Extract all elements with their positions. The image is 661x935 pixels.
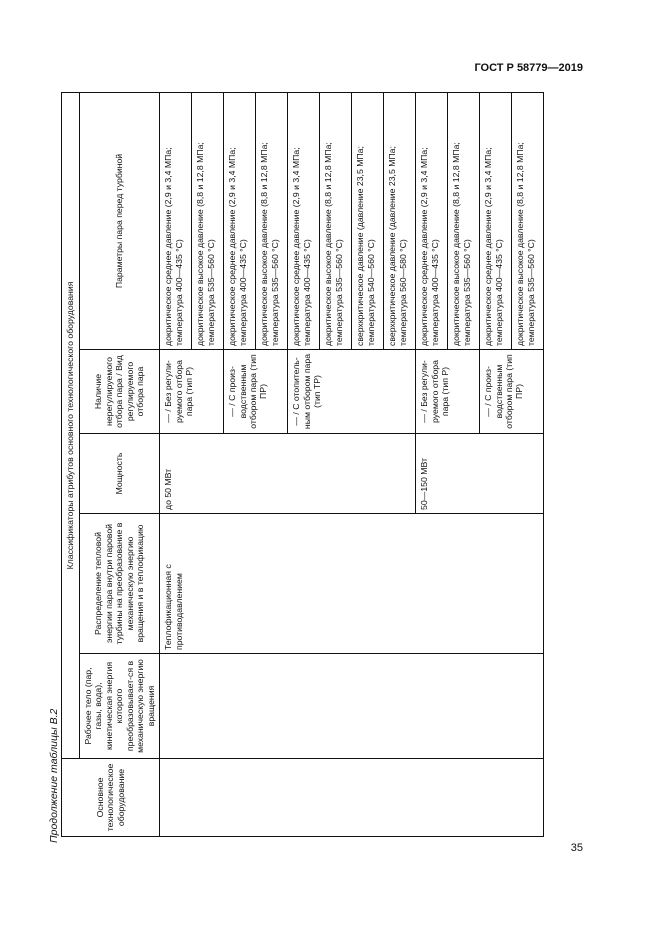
cell-steam-param: докритическое высокое давление (8,8 и 12,8 МПа; температура 535—560 °С) xyxy=(256,92,288,349)
cell-working-body xyxy=(160,654,544,759)
cell-steam-param: докритическое среднее давление (2,9 и 3,4 МПа; температура 400—435 °С) xyxy=(224,92,256,349)
col-header-main-equipment: Основное технологическое оборудование xyxy=(62,759,160,837)
cell-steam-param: докритическое среднее давление (2,9 и 3,4 МПа; температура 400—435 °С) xyxy=(288,92,320,349)
cell-power-up-to-50: до 50 МВт xyxy=(160,434,416,514)
rotated-table xyxy=(61,93,536,837)
cell-main-equipment xyxy=(160,759,544,837)
cell-steam-param: докритическое высокое давление (8,8 и 12,8 МПа; температура 535—560 °С) xyxy=(192,92,224,349)
standard-number: ГОСТ Р 58779—2019 xyxy=(474,62,583,74)
page-number: 35 xyxy=(570,842,583,854)
cell-extraction-type-pr: — / С произ-водственным отбором пара (тип ПР) xyxy=(224,350,288,434)
cell-steam-param: сверхкритическое давление (давление 23,5 МПа; температура 540—560 °С) xyxy=(352,92,384,349)
cell-steam-param: докритическое высокое давление (8,8 и 12,8 МПа; температура 535—560 °С) xyxy=(512,92,544,349)
cell-steam-param: докритическое высокое давление (8,8 и 12,8 МПа; температура 535—560 °С) xyxy=(448,92,480,349)
cell-extraction-type-r: — / Без регули-руемого отбора пара (тип Р) xyxy=(416,350,480,434)
cell-steam-param: докритическое высокое давление (8,8 и 12,8 МПа; температура 535—560 °С) xyxy=(320,92,352,349)
cell-steam-param: сверхкритическое давление (давление 23,5 МПа; температура 560—580 °С) xyxy=(384,92,416,349)
table-container xyxy=(61,93,536,837)
classifier-table xyxy=(61,92,544,837)
cell-extraction-type-r: — / Без регули-руемого отбора пара (тип Р) xyxy=(160,350,224,434)
table-caption: Продолжение таблицы В.2 xyxy=(48,708,60,843)
col-header-extraction: Наличие нерегулируемого отбора пара / Вид регулируемого отбора пара xyxy=(80,350,160,434)
col-header-steam-params: Параметры пара перед турбиной xyxy=(80,92,160,349)
cell-steam-param: докритическое среднее давление (2,9 и 3,4 МПа; температура 400—435 °С) xyxy=(416,92,448,349)
cell-steam-param: докритическое среднее давление (2,9 и 3,4 МПа; температура 400—435 °С) xyxy=(480,92,512,349)
cell-extraction-type-tr: — / С отопитель-ным отбором пара (тип ТР) xyxy=(288,350,416,434)
col-header-classifiers: Классификаторы атрибутов основного технологического оборудования xyxy=(62,92,80,758)
col-header-energy-distribution: Распределение тепловой энергии пара внутри паровой турбины на преобразование в механическую энергию вращения и в теплофикацию xyxy=(80,514,160,654)
cell-energy-distribution: Теплофикационная с противодавлением xyxy=(160,514,544,654)
col-header-power: Мощность xyxy=(80,434,160,514)
cell-extraction-type-pr: — / С произ-водственным отбором пара (тип ПР) xyxy=(480,350,544,434)
cell-steam-param: докритическое среднее давление (2,9 и 3,4 МПа; температура 400—435 °С) xyxy=(160,92,192,349)
cell-power-50-150: 50—150 МВт xyxy=(416,434,544,514)
col-header-working-body: Рабочее тело (пар, газы, вода), кинетическая энергия которого преобразовывает-ся в механическую энергию вращения xyxy=(80,654,160,759)
